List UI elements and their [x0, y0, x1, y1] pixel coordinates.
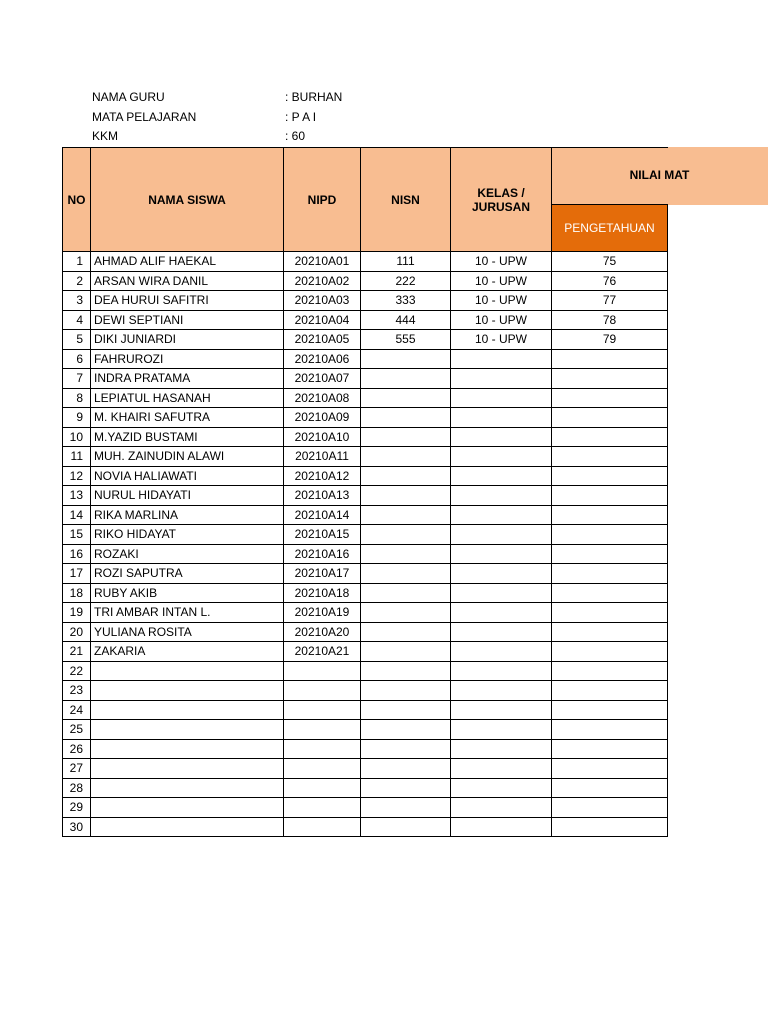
- table-row: [63, 369, 668, 389]
- row-number[interactable]: 30: [63, 817, 91, 837]
- nisn-cell[interactable]: [361, 661, 451, 681]
- row-number[interactable]: 17: [63, 564, 91, 584]
- row-number[interactable]: 21: [63, 642, 91, 662]
- table-row: [63, 720, 668, 740]
- student-name-cell[interactable]: NOVIA HALIAWATI: [91, 466, 284, 486]
- nipd-cell[interactable]: 20210A16: [284, 544, 361, 564]
- table-row: [63, 583, 668, 603]
- nipd-cell[interactable]: 20210A15: [284, 525, 361, 545]
- nilai-cell[interactable]: [552, 486, 668, 506]
- row-number[interactable]: 16: [63, 544, 91, 564]
- student-name-cell[interactable]: [91, 720, 284, 740]
- info-value: : BURHAN: [285, 90, 343, 104]
- nisn-cell[interactable]: [361, 349, 451, 369]
- nipd-cell[interactable]: [284, 759, 361, 779]
- info-row-subject: [92, 108, 342, 128]
- row-number[interactable]: 26: [63, 739, 91, 759]
- info-value: : 60: [285, 129, 306, 143]
- nisn-cell[interactable]: [361, 681, 451, 701]
- nipd-cell[interactable]: [284, 700, 361, 720]
- table-row: [63, 388, 668, 408]
- student-name-cell[interactable]: LEPIATUL HASANAH: [91, 388, 284, 408]
- nilai-cell[interactable]: [552, 720, 668, 740]
- nisn-cell[interactable]: 444: [361, 310, 451, 330]
- nisn-cell[interactable]: [361, 427, 451, 447]
- table-row: [63, 505, 668, 525]
- student-name-cell[interactable]: FAHRUROZI: [91, 349, 284, 369]
- student-name-cell[interactable]: DEWI SEPTIANI: [91, 310, 284, 330]
- table-body: [63, 252, 668, 837]
- kelas-cell[interactable]: [451, 369, 552, 389]
- table-row: [63, 486, 668, 506]
- nisn-cell[interactable]: 555: [361, 330, 451, 350]
- nipd-cell[interactable]: 20210A03: [284, 291, 361, 311]
- table-row: [63, 739, 668, 759]
- nilai-cell[interactable]: [552, 798, 668, 818]
- kelas-cell[interactable]: [451, 720, 552, 740]
- student-name-cell[interactable]: RUBY AKIB: [91, 583, 284, 603]
- nipd-cell[interactable]: [284, 778, 361, 798]
- nisn-cell[interactable]: [361, 759, 451, 779]
- nisn-cell[interactable]: [361, 622, 451, 642]
- nilai-cell[interactable]: [552, 427, 668, 447]
- row-number[interactable]: 28: [63, 778, 91, 798]
- nisn-cell[interactable]: [361, 817, 451, 837]
- nipd-cell[interactable]: 20210A13: [284, 486, 361, 506]
- row-number[interactable]: 9: [63, 408, 91, 428]
- nipd-cell[interactable]: 20210A08: [284, 388, 361, 408]
- nisn-cell[interactable]: [361, 466, 451, 486]
- table-row: [63, 642, 668, 662]
- nilai-cell[interactable]: [552, 739, 668, 759]
- col-header-nipd: NIPD: [284, 148, 361, 252]
- nipd-cell[interactable]: 20210A12: [284, 466, 361, 486]
- student-name-cell[interactable]: TRI AMBAR INTAN L.: [91, 603, 284, 623]
- student-name-cell[interactable]: ROZI SAPUTRA: [91, 564, 284, 584]
- table-row: [63, 252, 668, 272]
- nipd-cell[interactable]: [284, 681, 361, 701]
- kelas-cell[interactable]: [451, 798, 552, 818]
- nipd-cell[interactable]: 20210A19: [284, 603, 361, 623]
- student-name-cell[interactable]: [91, 759, 284, 779]
- student-name-cell[interactable]: YULIANA ROSITA: [91, 622, 284, 642]
- row-number[interactable]: 14: [63, 505, 91, 525]
- student-name-cell[interactable]: [91, 681, 284, 701]
- student-name-cell[interactable]: [91, 798, 284, 818]
- nilai-cell[interactable]: [552, 642, 668, 662]
- col-header-nisn: NISN: [361, 148, 451, 252]
- info-label: NAMA GURU: [92, 90, 165, 104]
- nisn-cell[interactable]: [361, 564, 451, 584]
- kelas-cell[interactable]: [451, 817, 552, 837]
- row-number[interactable]: 12: [63, 466, 91, 486]
- col-header-kelas: KELAS / JURUSAN: [451, 148, 552, 252]
- nisn-cell[interactable]: [361, 369, 451, 389]
- row-number[interactable]: 24: [63, 700, 91, 720]
- nipd-cell[interactable]: 20210A04: [284, 310, 361, 330]
- nilai-cell[interactable]: [552, 525, 668, 545]
- student-name-cell[interactable]: RIKA MARLINA: [91, 505, 284, 525]
- nilai-cell[interactable]: 78: [552, 310, 668, 330]
- info-row-kkm: [92, 127, 342, 147]
- nipd-cell[interactable]: 20210A06: [284, 349, 361, 369]
- nilai-cell[interactable]: [552, 369, 668, 389]
- table-row: [63, 544, 668, 564]
- nipd-cell[interactable]: 20210A07: [284, 369, 361, 389]
- kelas-cell[interactable]: [451, 505, 552, 525]
- row-number[interactable]: 4: [63, 310, 91, 330]
- kelas-cell[interactable]: 10 - UPW: [451, 291, 552, 311]
- table-row: [63, 291, 668, 311]
- nilai-cell[interactable]: [552, 564, 668, 584]
- row-number[interactable]: 10: [63, 427, 91, 447]
- nipd-cell[interactable]: [284, 739, 361, 759]
- nipd-cell[interactable]: [284, 661, 361, 681]
- table-row: [63, 817, 668, 837]
- table-row: [63, 798, 668, 818]
- nisn-cell[interactable]: [361, 544, 451, 564]
- row-number[interactable]: 7: [63, 369, 91, 389]
- table-row: [63, 700, 668, 720]
- kelas-cell[interactable]: [451, 681, 552, 701]
- row-number[interactable]: 5: [63, 330, 91, 350]
- nisn-cell[interactable]: [361, 720, 451, 740]
- table-row: [63, 330, 668, 350]
- col-header-no: NO: [63, 148, 91, 252]
- kelas-cell[interactable]: 10 - UPW: [451, 271, 552, 291]
- kelas-cell[interactable]: [451, 603, 552, 623]
- nilai-cell[interactable]: [552, 466, 668, 486]
- nilai-cell[interactable]: [552, 603, 668, 623]
- nisn-cell[interactable]: [361, 700, 451, 720]
- kelas-cell[interactable]: [451, 388, 552, 408]
- row-number[interactable]: 2: [63, 271, 91, 291]
- table-row: [63, 759, 668, 779]
- nilai-cell[interactable]: [552, 759, 668, 779]
- nisn-cell[interactable]: [361, 739, 451, 759]
- kelas-cell[interactable]: [451, 564, 552, 584]
- nisn-cell[interactable]: 111: [361, 252, 451, 272]
- row-number[interactable]: 25: [63, 720, 91, 740]
- nipd-cell[interactable]: 20210A01: [284, 252, 361, 272]
- row-number[interactable]: 8: [63, 388, 91, 408]
- table-row: [63, 603, 668, 623]
- nilai-cell[interactable]: 79: [552, 330, 668, 350]
- table-row: [63, 349, 668, 369]
- kelas-cell[interactable]: [451, 466, 552, 486]
- student-name-cell[interactable]: MUH. ZAINUDIN ALAWI: [91, 447, 284, 467]
- nilai-cell[interactable]: [552, 544, 668, 564]
- nisn-cell[interactable]: [361, 486, 451, 506]
- nilai-cell[interactable]: 76: [552, 271, 668, 291]
- student-name-cell[interactable]: NURUL HIDAYATI: [91, 486, 284, 506]
- nipd-cell[interactable]: 20210A17: [284, 564, 361, 584]
- row-number[interactable]: 6: [63, 349, 91, 369]
- kelas-cell[interactable]: [451, 778, 552, 798]
- row-number[interactable]: 3: [63, 291, 91, 311]
- kelas-cell[interactable]: [451, 739, 552, 759]
- info-label: MATA PELAJARAN: [92, 109, 197, 124]
- nilai-cell[interactable]: [552, 700, 668, 720]
- nipd-cell[interactable]: 20210A09: [284, 408, 361, 428]
- nilai-cell[interactable]: [552, 505, 668, 525]
- kelas-cell[interactable]: [451, 427, 552, 447]
- kelas-cell[interactable]: [451, 759, 552, 779]
- row-number[interactable]: 27: [63, 759, 91, 779]
- table-row: [63, 271, 668, 291]
- row-number[interactable]: 20: [63, 622, 91, 642]
- student-name-cell[interactable]: ZAKARIA: [91, 642, 284, 662]
- col-header-nilai: NILAI MAT: [629, 168, 690, 182]
- info-label: KKM: [92, 129, 119, 143]
- table-row: [63, 681, 668, 701]
- table-row: [63, 427, 668, 447]
- nipd-cell[interactable]: 20210A21: [284, 642, 361, 662]
- nipd-cell[interactable]: 20210A11: [284, 447, 361, 467]
- table-row: [63, 466, 668, 486]
- student-name-cell[interactable]: M.YAZID BUSTAMI: [91, 427, 284, 447]
- nisn-cell[interactable]: [361, 505, 451, 525]
- student-name-cell[interactable]: DIKI JUNIARDI: [91, 330, 284, 350]
- nipd-cell[interactable]: [284, 817, 361, 837]
- kelas-cell[interactable]: 10 - UPW: [451, 330, 552, 350]
- nilai-cell[interactable]: [552, 661, 668, 681]
- nisn-cell[interactable]: [361, 778, 451, 798]
- nipd-cell[interactable]: [284, 720, 361, 740]
- row-number[interactable]: 1: [63, 252, 91, 272]
- student-name-cell[interactable]: [91, 661, 284, 681]
- row-number[interactable]: 29: [63, 798, 91, 818]
- row-number[interactable]: 23: [63, 681, 91, 701]
- nilai-cell[interactable]: 77: [552, 291, 668, 311]
- nilai-cell[interactable]: [552, 817, 668, 837]
- info-row-teacher: [92, 88, 342, 108]
- student-name-cell[interactable]: [91, 817, 284, 837]
- nilai-cell[interactable]: [552, 447, 668, 467]
- kelas-cell[interactable]: [451, 544, 552, 564]
- student-name-cell[interactable]: AHMAD ALIF HAEKAL: [91, 252, 284, 272]
- row-number[interactable]: 19: [63, 603, 91, 623]
- student-name-cell[interactable]: ARSAN WIRA DANIL: [91, 271, 284, 291]
- student-name-cell[interactable]: ROZAKI: [91, 544, 284, 564]
- kelas-cell[interactable]: 10 - UPW: [451, 310, 552, 330]
- nilai-cell[interactable]: [552, 349, 668, 369]
- student-name-cell[interactable]: RIKO HIDAYAT: [91, 525, 284, 545]
- nisn-cell[interactable]: [361, 408, 451, 428]
- student-name-cell[interactable]: [91, 700, 284, 720]
- row-number[interactable]: 18: [63, 583, 91, 603]
- nipd-cell[interactable]: 20210A02: [284, 271, 361, 291]
- nisn-cell[interactable]: [361, 447, 451, 467]
- grades-table: [62, 147, 668, 837]
- nisn-cell[interactable]: 333: [361, 291, 451, 311]
- nilai-cell[interactable]: [552, 388, 668, 408]
- table-row: [63, 778, 668, 798]
- row-number[interactable]: 22: [63, 661, 91, 681]
- nilai-cell[interactable]: [552, 681, 668, 701]
- nipd-cell[interactable]: 20210A05: [284, 330, 361, 350]
- kelas-cell[interactable]: [451, 583, 552, 603]
- nilai-cell[interactable]: [552, 622, 668, 642]
- student-name-cell[interactable]: DEA HURUI SAFITRI: [91, 291, 284, 311]
- kelas-cell[interactable]: [451, 700, 552, 720]
- row-number[interactable]: 11: [63, 447, 91, 467]
- nilai-cell[interactable]: 75: [552, 252, 668, 272]
- col-header-pengetahuan: PENGETAHUAN: [552, 205, 668, 252]
- nisn-cell[interactable]: [361, 603, 451, 623]
- kelas-cell[interactable]: [451, 349, 552, 369]
- kelas-cell[interactable]: 10 - UPW: [451, 252, 552, 272]
- table-row: [63, 310, 668, 330]
- col-header-nama: NAMA SISWA: [91, 148, 284, 252]
- nipd-cell[interactable]: 20210A14: [284, 505, 361, 525]
- kelas-cell[interactable]: [451, 661, 552, 681]
- row-number[interactable]: 15: [63, 525, 91, 545]
- nisn-cell[interactable]: [361, 583, 451, 603]
- nisn-cell[interactable]: 222: [361, 271, 451, 291]
- nisn-cell[interactable]: [361, 525, 451, 545]
- kelas-cell[interactable]: [451, 447, 552, 467]
- student-name-cell[interactable]: [91, 739, 284, 759]
- student-name-cell[interactable]: [91, 778, 284, 798]
- table-row: [63, 447, 668, 467]
- nipd-cell[interactable]: 20210A18: [284, 583, 361, 603]
- nipd-cell[interactable]: 20210A10: [284, 427, 361, 447]
- row-number[interactable]: 13: [63, 486, 91, 506]
- table-row: [63, 661, 668, 681]
- nilai-cell[interactable]: [552, 778, 668, 798]
- table-row: [63, 564, 668, 584]
- nisn-cell[interactable]: [361, 388, 451, 408]
- student-name-cell[interactable]: INDRA PRATAMA: [91, 369, 284, 389]
- nipd-cell[interactable]: [284, 798, 361, 818]
- kelas-cell[interactable]: [451, 642, 552, 662]
- nilai-cell[interactable]: [552, 583, 668, 603]
- nisn-cell[interactable]: [361, 642, 451, 662]
- kelas-cell[interactable]: [451, 622, 552, 642]
- nisn-cell[interactable]: [361, 798, 451, 818]
- nipd-cell[interactable]: 20210A20: [284, 622, 361, 642]
- kelas-cell[interactable]: [451, 486, 552, 506]
- table-row: [63, 525, 668, 545]
- table-row: [63, 408, 668, 428]
- info-value: : P A I: [285, 109, 317, 124]
- nilai-cell[interactable]: [552, 408, 668, 428]
- kelas-cell[interactable]: [451, 408, 552, 428]
- student-name-cell[interactable]: M. KHAIRI SAFUTRA: [91, 408, 284, 428]
- teacher-info: [92, 88, 342, 147]
- table-row: [63, 622, 668, 642]
- kelas-cell[interactable]: [451, 525, 552, 545]
